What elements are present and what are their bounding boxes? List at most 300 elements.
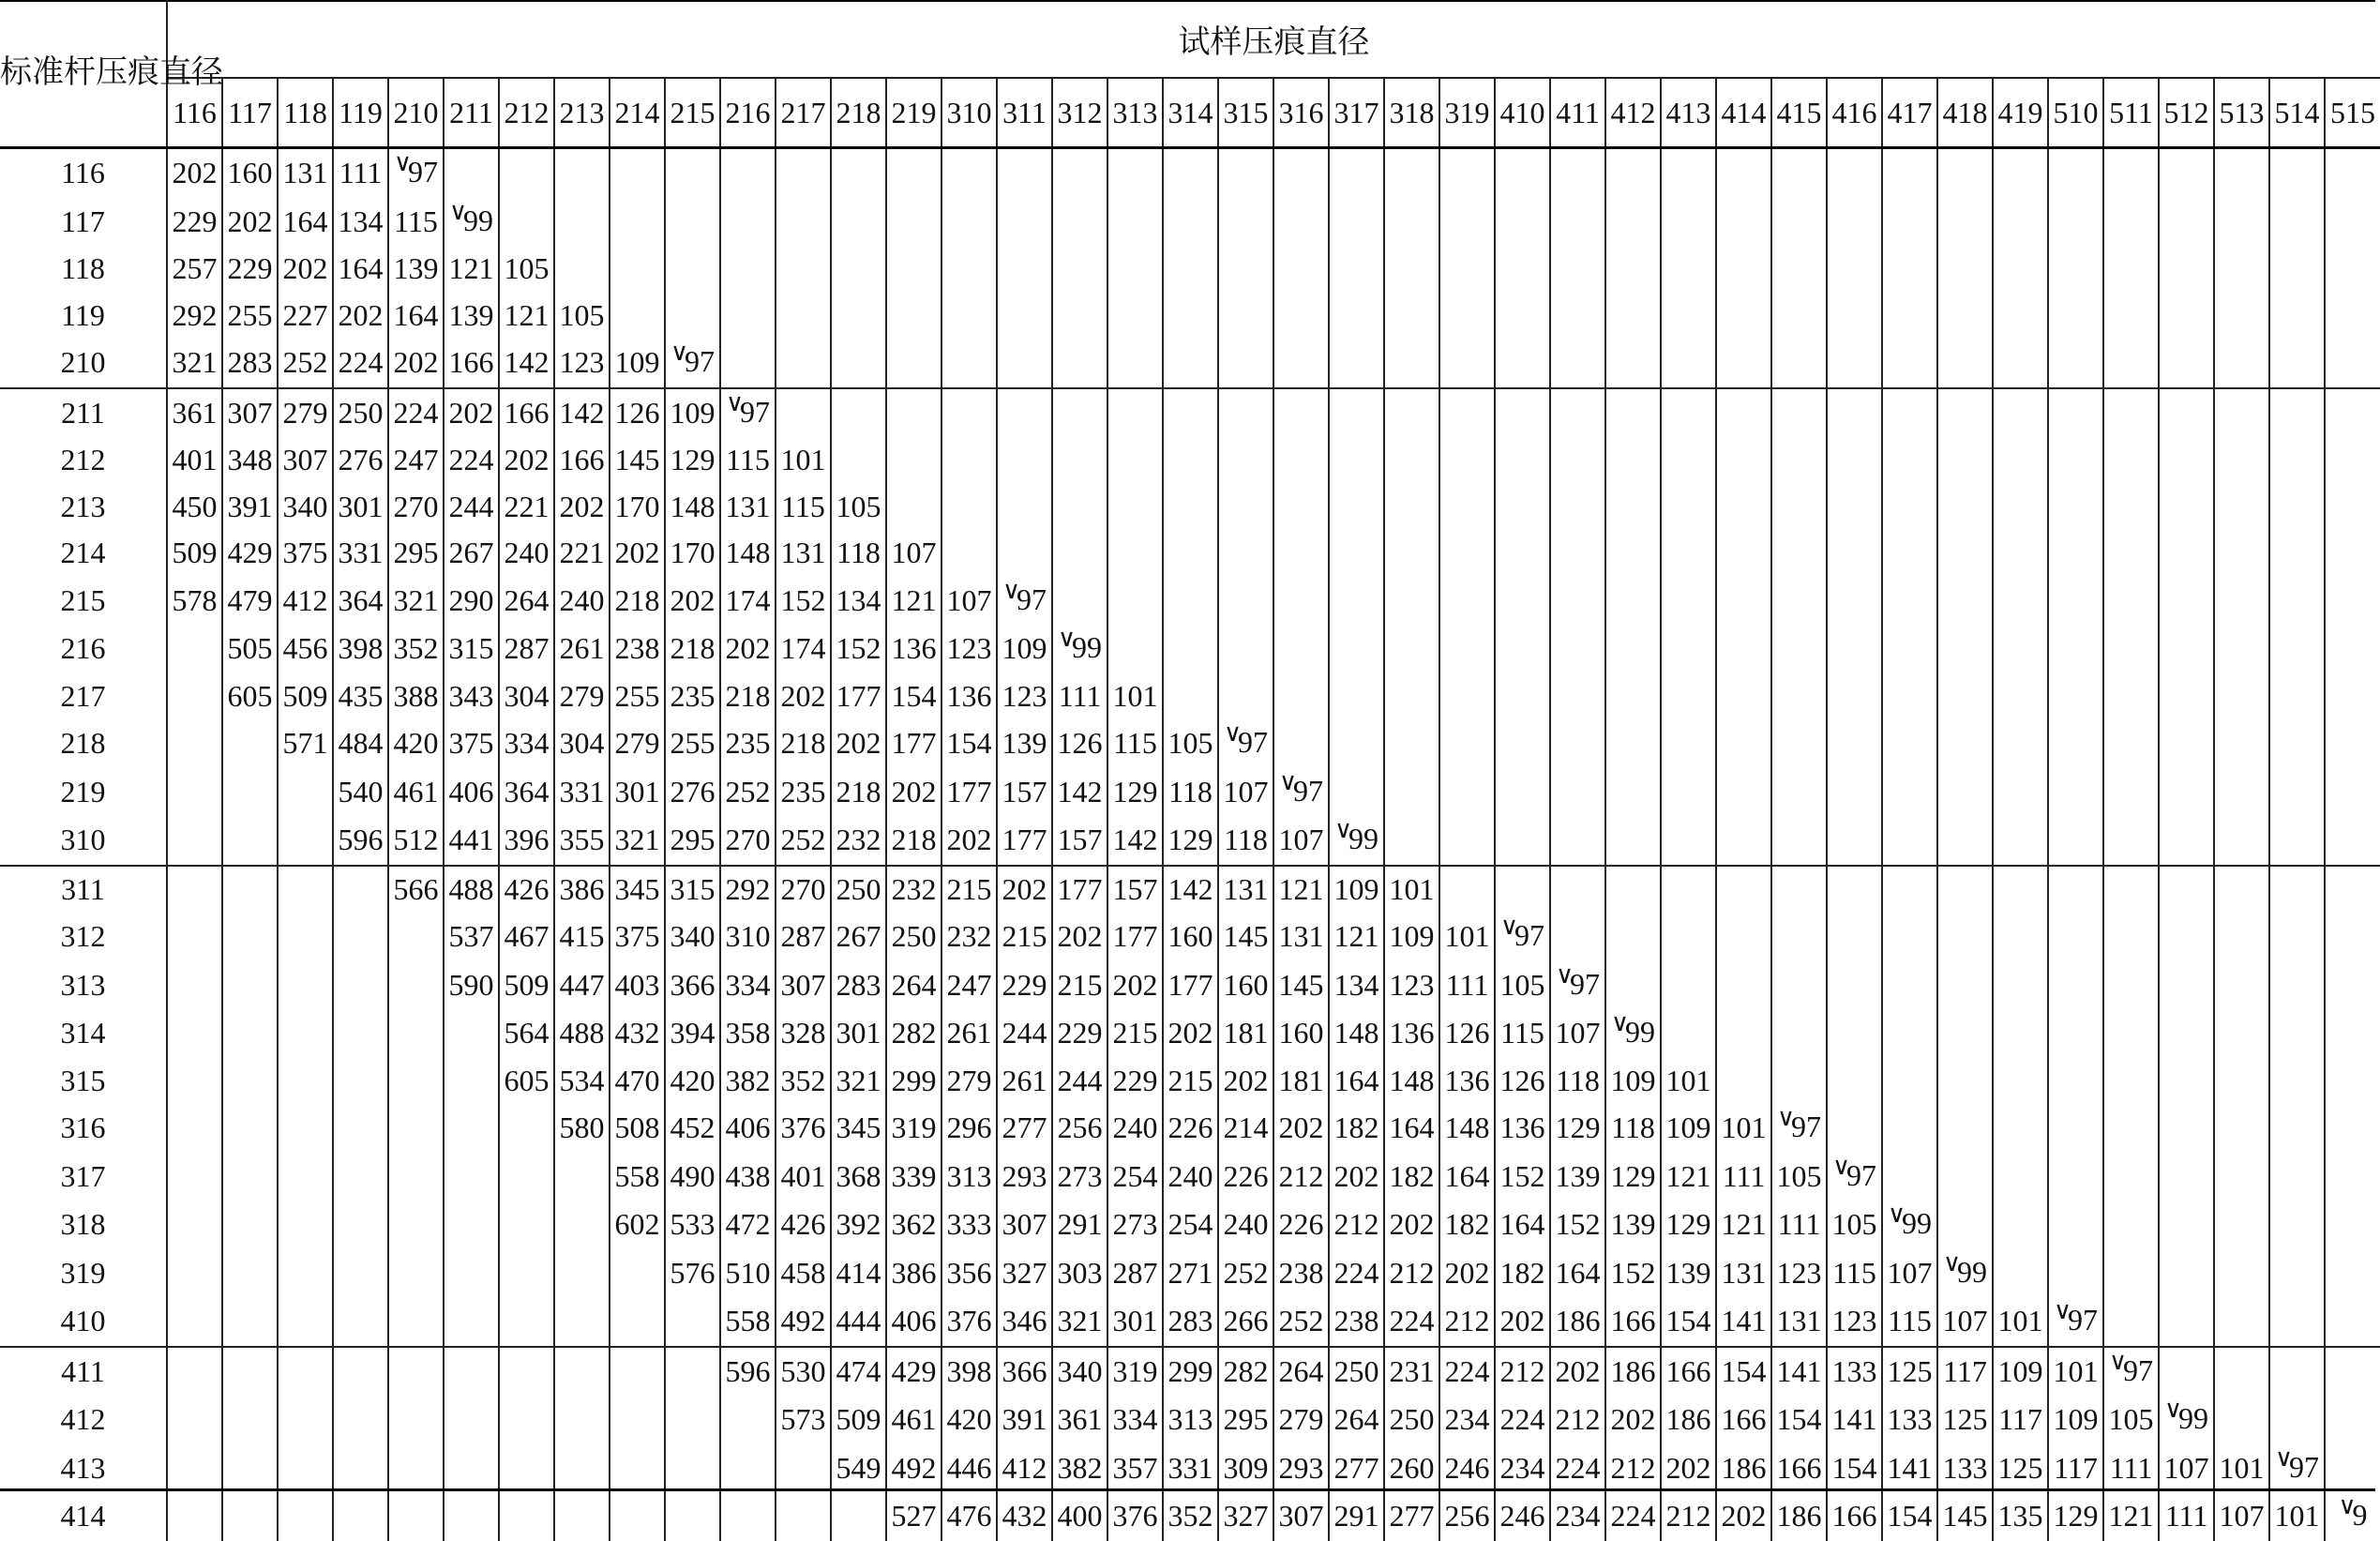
table-cell bbox=[388, 1104, 444, 1153]
table-cell: 123 bbox=[554, 339, 610, 388]
table-cell bbox=[1052, 625, 1107, 673]
row-header: 410 bbox=[60, 1304, 106, 1337]
table-cell: 484 bbox=[333, 719, 388, 768]
table-cell bbox=[222, 719, 278, 768]
table-cell bbox=[1605, 484, 1661, 531]
table-cell bbox=[554, 198, 610, 247]
table-cell bbox=[388, 1492, 444, 1541]
table-row bbox=[0, 673, 2380, 720]
table-cell bbox=[1827, 339, 1882, 388]
table-cell bbox=[1882, 768, 1937, 817]
table-cell: 121 bbox=[444, 246, 499, 293]
table-cell: 270 bbox=[388, 484, 444, 531]
table-cell: 202 bbox=[333, 293, 388, 340]
tick-mark-icon: ∨ bbox=[2163, 1396, 2183, 1423]
table-cell bbox=[1882, 388, 1937, 438]
table-cell: 202 bbox=[167, 148, 222, 198]
table-cell bbox=[2325, 913, 2380, 961]
table-cell bbox=[1384, 816, 1439, 866]
table-cell: 101 bbox=[1661, 1058, 1716, 1105]
table-cell: 257 bbox=[167, 246, 222, 293]
table-cell: 136 bbox=[1495, 1104, 1550, 1153]
table-cell bbox=[1495, 768, 1550, 817]
row-header: 411 bbox=[0, 1347, 167, 1397]
table-cell: 264 bbox=[1329, 1396, 1384, 1444]
table-cell bbox=[1661, 577, 1716, 626]
column-header: 512 bbox=[2159, 78, 2214, 148]
table-cell: 202 bbox=[1384, 1201, 1439, 1249]
cell-value: 99 bbox=[1625, 1015, 1656, 1049]
table-row bbox=[0, 339, 2380, 388]
row-header: 414 bbox=[60, 1499, 106, 1533]
table-cell bbox=[2103, 148, 2159, 198]
table-cell: 361 bbox=[167, 388, 222, 438]
table-cell: 474 bbox=[831, 1347, 886, 1397]
table-cell: 238 bbox=[1273, 1249, 1329, 1298]
table-cell bbox=[2103, 1347, 2159, 1397]
table-cell bbox=[2325, 437, 2380, 484]
column-header: 214 bbox=[610, 78, 665, 148]
table-cell: 166 bbox=[499, 388, 554, 438]
table-cell: 105 bbox=[554, 293, 610, 340]
table-cell bbox=[1163, 148, 1218, 198]
table-cell bbox=[1605, 866, 1661, 914]
table-cell bbox=[2103, 1153, 2159, 1201]
table-cell bbox=[1550, 719, 1605, 768]
table-cell: 271 bbox=[1163, 1249, 1218, 1298]
column-header: 514 bbox=[2269, 78, 2325, 148]
table-cell bbox=[1716, 1058, 1771, 1105]
table-cell: 398 bbox=[333, 625, 388, 673]
table-cell bbox=[2214, 1058, 2269, 1105]
table-cell bbox=[2325, 1201, 2380, 1249]
table-cell bbox=[2269, 388, 2325, 438]
table-cell bbox=[2103, 1009, 2159, 1058]
table-cell bbox=[1993, 1153, 2048, 1201]
table-cell bbox=[1937, 293, 1993, 340]
table-cell bbox=[776, 246, 831, 293]
table-cell: 202 bbox=[1605, 1396, 1661, 1444]
table-cell bbox=[167, 768, 222, 817]
table-cell bbox=[2214, 866, 2269, 914]
table-cell: 235 bbox=[776, 768, 831, 817]
table-cell bbox=[1329, 339, 1384, 388]
table-cell bbox=[2325, 148, 2380, 198]
table-cell bbox=[499, 1347, 554, 1397]
table-cell: 139 bbox=[1661, 1249, 1716, 1298]
table-cell: 160 bbox=[1163, 913, 1218, 961]
table-cell: 202 bbox=[1329, 1153, 1384, 1201]
table-cell bbox=[499, 1444, 554, 1493]
table-cell bbox=[1827, 866, 1882, 914]
table-cell: 154 bbox=[1661, 1297, 1716, 1347]
table-cell bbox=[1052, 437, 1107, 484]
table-cell bbox=[1052, 530, 1107, 577]
table-cell bbox=[1771, 437, 1827, 484]
table-cell: 202 bbox=[720, 625, 776, 673]
table-cell bbox=[2159, 293, 2214, 340]
table-row bbox=[0, 1444, 2380, 1493]
table-cell bbox=[167, 1444, 222, 1493]
table-cell bbox=[1605, 198, 1661, 247]
table-cell: 255 bbox=[610, 673, 665, 720]
table-cell: 174 bbox=[776, 625, 831, 673]
table-cell bbox=[2325, 768, 2380, 817]
table-cell bbox=[2214, 246, 2269, 293]
table-cell: 571 bbox=[278, 719, 333, 768]
table-cell bbox=[2048, 913, 2103, 961]
table-cell bbox=[1661, 388, 1716, 438]
table-cell bbox=[444, 1297, 499, 1347]
table-cell bbox=[554, 1444, 610, 1493]
table-cell bbox=[1495, 388, 1550, 438]
cell-value: 97 bbox=[685, 344, 716, 378]
table-cell bbox=[333, 1492, 388, 1541]
table-cell: 202 bbox=[1163, 1009, 1218, 1058]
table-cell: 348 bbox=[222, 437, 278, 484]
table-cell: 202 bbox=[1273, 1104, 1329, 1153]
table-cell bbox=[2269, 530, 2325, 577]
table-cell: 441 bbox=[444, 816, 499, 866]
table-cell: 276 bbox=[333, 437, 388, 484]
table-cell: 133 bbox=[1827, 1347, 1882, 1397]
table-cell bbox=[1218, 484, 1273, 531]
table-cell bbox=[1273, 293, 1329, 340]
table-cell: 340 bbox=[1052, 1347, 1107, 1397]
table-cell bbox=[1716, 293, 1771, 340]
table-cell: 279 bbox=[1273, 1396, 1329, 1444]
table-cell bbox=[1716, 961, 1771, 1010]
table-cell: 170 bbox=[610, 484, 665, 531]
table-cell bbox=[1163, 198, 1218, 247]
table-cell bbox=[1827, 148, 1882, 198]
table-cell bbox=[1771, 913, 1827, 961]
table-cell bbox=[1937, 148, 1993, 198]
table-cell bbox=[1771, 577, 1827, 626]
table-cell bbox=[1661, 437, 1716, 484]
row-header: 212 bbox=[60, 443, 106, 476]
column-header: 217 bbox=[776, 78, 831, 148]
table-cell bbox=[1384, 719, 1439, 768]
table-cell: 602 bbox=[610, 1201, 665, 1249]
table-cell: 224 bbox=[1439, 1347, 1495, 1397]
table-cell bbox=[2103, 484, 2159, 531]
column-header: 316 bbox=[1273, 78, 1329, 148]
table-cell: 304 bbox=[554, 719, 610, 768]
table-cell bbox=[1937, 246, 1993, 293]
table-cell bbox=[1661, 246, 1716, 293]
table-cell: 605 bbox=[499, 1058, 554, 1105]
table-cell: 293 bbox=[997, 1153, 1052, 1201]
table-cell: 107 bbox=[2159, 1444, 2214, 1493]
table-cell: 426 bbox=[776, 1201, 831, 1249]
table-cell bbox=[499, 1104, 554, 1153]
table-cell: 105 bbox=[1495, 961, 1550, 1010]
table-cell: 152 bbox=[831, 625, 886, 673]
table-cell bbox=[1882, 246, 1937, 293]
table-cell bbox=[831, 339, 886, 388]
column-header: 216 bbox=[720, 78, 776, 148]
table-cell: 186 bbox=[1716, 1444, 1771, 1493]
table-row bbox=[0, 246, 2380, 293]
table-cell: 234 bbox=[1550, 1492, 1605, 1541]
table-cell bbox=[1605, 816, 1661, 866]
table-cell: 134 bbox=[333, 198, 388, 247]
table-cell: 215 bbox=[1163, 1058, 1218, 1105]
table-cell bbox=[1937, 388, 1993, 438]
table-cell: 476 bbox=[941, 1492, 997, 1541]
tick-mark-icon: ∨ bbox=[670, 339, 689, 366]
table-cell: 279 bbox=[554, 673, 610, 720]
table-cell bbox=[1827, 768, 1882, 817]
table-cell: 164 bbox=[333, 246, 388, 293]
row-header: 312 bbox=[60, 919, 106, 953]
table-cell bbox=[720, 198, 776, 247]
table-cell bbox=[1605, 293, 1661, 340]
table-cell: 164 bbox=[1329, 1058, 1384, 1105]
specimen-header-title: 试样压痕直径 bbox=[167, 0, 2380, 78]
table-cell bbox=[1827, 816, 1882, 866]
table-cell bbox=[2325, 1347, 2380, 1397]
table-cell bbox=[1937, 625, 1993, 673]
table-cell bbox=[499, 1201, 554, 1249]
table-cell bbox=[1218, 198, 1273, 247]
table-cell bbox=[1716, 577, 1771, 626]
table-cell: 224 bbox=[1550, 1444, 1605, 1493]
table-cell bbox=[1439, 530, 1495, 577]
table-cell bbox=[554, 246, 610, 293]
table-cell bbox=[1993, 388, 2048, 438]
table-cell bbox=[2325, 198, 2380, 247]
table-cell: 566 bbox=[388, 866, 444, 914]
table-row bbox=[0, 768, 2380, 817]
table-cell: 238 bbox=[610, 625, 665, 673]
table-cell bbox=[1550, 388, 1605, 438]
table-cell bbox=[2269, 1104, 2325, 1153]
table-cell: 270 bbox=[720, 816, 776, 866]
cell-value: 99 bbox=[1957, 1254, 1988, 1289]
table-row bbox=[0, 866, 2380, 914]
table-cell bbox=[278, 1444, 333, 1493]
table-cell: 456 bbox=[278, 625, 333, 673]
table-cell bbox=[2269, 148, 2325, 198]
table-cell bbox=[1052, 148, 1107, 198]
table-cell bbox=[2269, 1201, 2325, 1249]
table-cell: 136 bbox=[941, 673, 997, 720]
table-cell: 202 bbox=[776, 673, 831, 720]
table-cell bbox=[1827, 719, 1882, 768]
table-cell: 141 bbox=[1882, 1444, 1937, 1493]
table-cell bbox=[1937, 1153, 1993, 1201]
table-cell bbox=[665, 1347, 720, 1397]
table-cell bbox=[2325, 1153, 2380, 1201]
table-cell: 164 bbox=[1439, 1153, 1495, 1201]
table-cell: 212 bbox=[1439, 1297, 1495, 1347]
table-cell bbox=[1771, 719, 1827, 768]
table-cell bbox=[554, 1201, 610, 1249]
table-cell: 224 bbox=[1495, 1396, 1550, 1444]
table-cell: 321 bbox=[831, 1058, 886, 1105]
table-cell bbox=[1937, 816, 1993, 866]
table-cell: 605 bbox=[222, 673, 278, 720]
table-cell bbox=[2103, 625, 2159, 673]
table-cell bbox=[1163, 625, 1218, 673]
table-cell bbox=[167, 1297, 222, 1347]
tick-mark-icon: ∨ bbox=[1278, 767, 1298, 795]
table-cell: 123 bbox=[941, 625, 997, 673]
table-cell bbox=[2103, 768, 2159, 817]
table-cell: 240 bbox=[499, 530, 554, 577]
table-cell: 368 bbox=[831, 1153, 886, 1201]
table-cell bbox=[2269, 625, 2325, 673]
table-cell bbox=[665, 148, 720, 198]
table-cell: 164 bbox=[1384, 1104, 1439, 1153]
table-cell: 105 bbox=[499, 246, 554, 293]
table-cell: 282 bbox=[1218, 1347, 1273, 1397]
table-cell: 202 bbox=[278, 246, 333, 293]
table-cell bbox=[665, 246, 720, 293]
table-cell: 221 bbox=[554, 530, 610, 577]
table-cell: 406 bbox=[444, 768, 499, 817]
table-cell: 181 bbox=[1218, 1009, 1273, 1058]
table-cell: 261 bbox=[554, 625, 610, 673]
table-cell bbox=[167, 913, 222, 961]
table-cell bbox=[1218, 437, 1273, 484]
table-cell bbox=[167, 1201, 222, 1249]
table-cell bbox=[831, 437, 886, 484]
row-header: 211 bbox=[0, 388, 167, 438]
table-cell bbox=[1771, 866, 1827, 914]
table-cell bbox=[1993, 625, 2048, 673]
row-header: 213 bbox=[60, 489, 106, 523]
table-cell bbox=[665, 1492, 720, 1541]
table-cell: 154 bbox=[1771, 1396, 1827, 1444]
table-cell: 109 bbox=[1605, 1058, 1661, 1105]
table-row bbox=[0, 577, 2380, 626]
table-cell bbox=[222, 1153, 278, 1201]
column-header: 317 bbox=[1329, 78, 1384, 148]
table-cell: 301 bbox=[333, 484, 388, 531]
table-cell bbox=[167, 673, 222, 720]
table-cell bbox=[499, 1396, 554, 1444]
table-row bbox=[0, 961, 2380, 1010]
table-cell: 250 bbox=[333, 388, 388, 438]
table-cell: 352 bbox=[1163, 1492, 1218, 1541]
table-cell: 256 bbox=[1439, 1492, 1495, 1541]
row-header: 215 bbox=[60, 582, 106, 617]
table-cell: 261 bbox=[941, 1009, 997, 1058]
table-cell bbox=[610, 198, 665, 247]
table-cell bbox=[1439, 339, 1495, 388]
table-cell: 252 bbox=[1218, 1249, 1273, 1298]
table-cell bbox=[2214, 339, 2269, 388]
cell-value: 97 bbox=[408, 155, 439, 189]
table-cell: 202 bbox=[1661, 1444, 1716, 1493]
table-cell bbox=[1218, 719, 1273, 768]
table-cell bbox=[1384, 388, 1439, 438]
table-cell: 126 bbox=[610, 388, 665, 438]
tick-mark-icon: ∨ bbox=[448, 197, 468, 225]
table-cell: 157 bbox=[997, 768, 1052, 817]
table-cell bbox=[1163, 437, 1218, 484]
table-cell bbox=[941, 484, 997, 531]
table-cell bbox=[278, 816, 333, 866]
table-cell: 145 bbox=[1273, 961, 1329, 1010]
cell-value: 97 bbox=[2289, 1449, 2320, 1484]
table-cell bbox=[1605, 246, 1661, 293]
table-cell bbox=[222, 768, 278, 817]
table-cell bbox=[2269, 1444, 2325, 1493]
table-cell: 250 bbox=[1384, 1396, 1439, 1444]
table-cell bbox=[2269, 437, 2325, 484]
table-cell bbox=[2159, 1249, 2214, 1298]
table-cell bbox=[333, 1104, 388, 1153]
cell-value: 97 bbox=[1293, 773, 1324, 808]
table-cell: 121 bbox=[1273, 866, 1329, 914]
table-cell bbox=[388, 1201, 444, 1249]
table-cell bbox=[499, 1249, 554, 1298]
table-cell: 202 bbox=[1107, 961, 1163, 1010]
table-cell bbox=[1550, 246, 1605, 293]
table-cell bbox=[941, 339, 997, 388]
table-cell: 321 bbox=[1052, 1297, 1107, 1347]
table-cell: 186 bbox=[1605, 1347, 1661, 1397]
table-cell: 279 bbox=[278, 388, 333, 438]
tick-mark-icon: ∨ bbox=[1887, 1201, 1906, 1228]
table-cell bbox=[1163, 577, 1218, 626]
table-cell bbox=[2269, 246, 2325, 293]
table-cell: 250 bbox=[1329, 1347, 1384, 1397]
table-cell: 202 bbox=[222, 198, 278, 247]
table-cell bbox=[1937, 1058, 1993, 1105]
table-cell bbox=[2159, 148, 2214, 198]
table-cell: 345 bbox=[831, 1104, 886, 1153]
table-cell bbox=[1605, 577, 1661, 626]
table-cell: 105 bbox=[1771, 1153, 1827, 1201]
table-cell: 224 bbox=[444, 437, 499, 484]
table-cell: 356 bbox=[941, 1249, 997, 1298]
table-cell bbox=[720, 246, 776, 293]
column-header: 415 bbox=[1771, 78, 1827, 148]
table-cell: 307 bbox=[776, 961, 831, 1010]
table-row bbox=[0, 625, 2380, 673]
table-cell bbox=[1384, 768, 1439, 817]
table-cell bbox=[1661, 768, 1716, 817]
table-cell bbox=[1550, 673, 1605, 720]
column-header: 212 bbox=[499, 78, 554, 148]
tick-mark-icon: ∨ bbox=[2274, 1443, 2294, 1472]
table-cell bbox=[499, 1297, 554, 1347]
table-cell bbox=[1273, 246, 1329, 293]
table-cell: 227 bbox=[278, 293, 333, 340]
table-cell: 386 bbox=[554, 866, 610, 914]
table-cell: 429 bbox=[886, 1347, 941, 1397]
table-cell bbox=[1882, 577, 1937, 626]
table-cell bbox=[1827, 1058, 1882, 1105]
column-header: 211 bbox=[444, 78, 499, 148]
table-cell bbox=[1163, 484, 1218, 531]
table-cell bbox=[997, 148, 1052, 198]
table-cell: 247 bbox=[388, 437, 444, 484]
table-cell: 234 bbox=[1439, 1396, 1495, 1444]
table-cell bbox=[1827, 913, 1882, 961]
table-cell: 366 bbox=[997, 1347, 1052, 1397]
table-cell: 362 bbox=[886, 1201, 941, 1249]
table-cell bbox=[2214, 1153, 2269, 1201]
table-cell bbox=[2325, 1396, 2380, 1444]
table-cell: 509 bbox=[167, 530, 222, 577]
table-cell: 334 bbox=[720, 961, 776, 1010]
